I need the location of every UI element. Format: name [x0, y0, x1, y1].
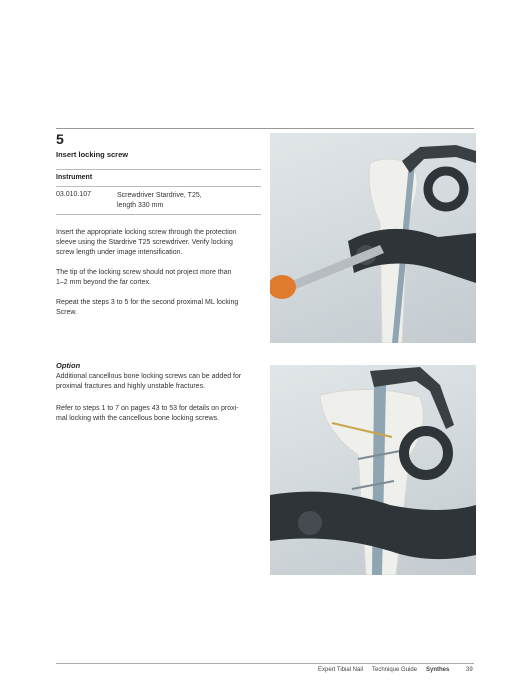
text-line: The tip of the locking screw should not project more than	[56, 269, 232, 276]
footer-section: Technique Guide	[372, 667, 418, 673]
footer-brand: Synthes	[426, 667, 450, 673]
instrument-rule-bottom	[56, 214, 261, 215]
footer-rule	[56, 663, 474, 664]
text-line: Refer to steps 1 to 7 on pages 43 to 53 for details on proxi-	[56, 405, 239, 412]
instrument-description-line: length 330 mm	[117, 202, 164, 209]
option-paragraph-1	[56, 372, 266, 392]
instrument-heading: Instrument	[56, 174, 93, 181]
text-line: sleeve using the Stardrive T25 screwdriver. Verify locking	[56, 239, 233, 246]
section-top-rule	[56, 128, 474, 129]
screwdriver-handle	[270, 275, 296, 299]
instrument-description	[117, 191, 257, 211]
body-paragraph-3	[56, 298, 266, 318]
text-line: screw length under image intensification.	[56, 249, 183, 256]
illustration-screwdriver-insertion	[270, 133, 476, 343]
instrument-description-line: Screwdriver Stardrive, T25,	[117, 192, 202, 199]
step-number: 5	[56, 131, 64, 147]
option-paragraph-2	[56, 404, 266, 424]
footer-guide: Expert Tibial Nail	[318, 667, 364, 673]
body-paragraph-2	[56, 268, 266, 288]
text-line: Insert the appropriate locking screw through the protection	[56, 229, 237, 236]
step-title: Insert locking screw	[56, 150, 129, 159]
aiming-ring	[428, 171, 464, 207]
instrument-rule-mid	[56, 186, 261, 187]
text-line: Screw.	[56, 309, 78, 316]
instrument-rule-top	[56, 169, 261, 170]
option-heading: Option	[56, 361, 81, 370]
instrument-code: 03.010.107	[56, 191, 92, 198]
illustration-cancellous-screws	[270, 365, 476, 575]
arc-knob	[298, 511, 322, 535]
text-line: mal locking with the cancellous bone locking screws.	[56, 415, 220, 422]
text-line: proximal fractures and highly unstable fractures.	[56, 383, 206, 390]
text-line: 1–2 mm beyond the far cortex.	[56, 279, 151, 286]
text-line: Additional cancellous bone locking screws can be added for	[56, 373, 242, 380]
text-line: Repeat the steps 3 to 5 for the second proximal ML locking	[56, 299, 239, 306]
page-number: 39	[466, 667, 473, 673]
body-paragraph-1	[56, 228, 266, 258]
